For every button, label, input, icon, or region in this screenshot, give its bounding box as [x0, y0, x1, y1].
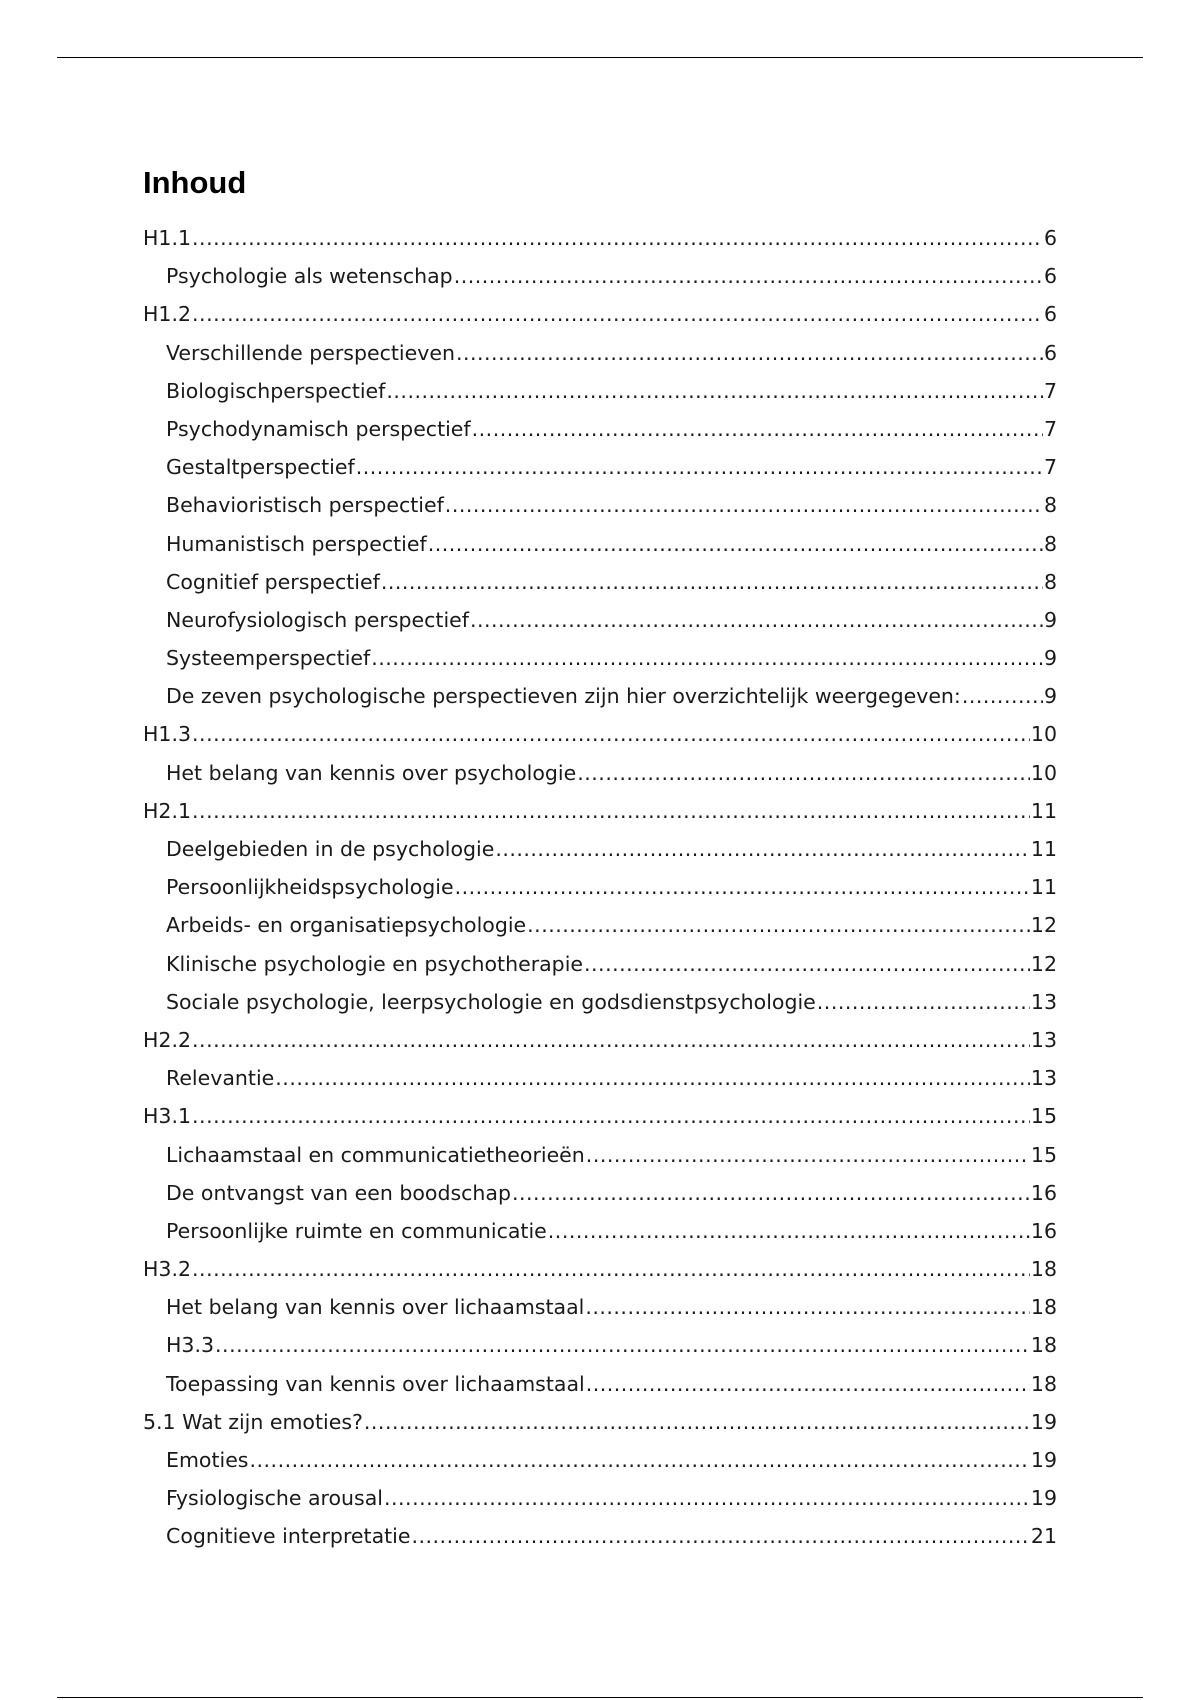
toc-entry[interactable]	[143, 372, 1057, 410]
toc-dot-leader	[215, 1326, 1030, 1364]
toc-entry-label: Cognitief perspectief	[166, 569, 380, 594]
toc-entry[interactable]	[143, 563, 1057, 601]
toc-dot-leader	[192, 295, 1043, 333]
toc-dot-leader	[585, 1288, 1030, 1326]
toc-dot-leader	[364, 1403, 1030, 1441]
toc-entry-page-number: 18	[1030, 1257, 1057, 1282]
toc-entry-page-number: 11	[1030, 837, 1057, 861]
toc-entry[interactable]	[143, 486, 1057, 524]
toc-entry-page-number: 8	[1043, 569, 1057, 594]
toc-dot-leader	[275, 1059, 1030, 1097]
toc-dot-leader	[445, 486, 1043, 524]
toc-entry[interactable]	[143, 1021, 1057, 1059]
toc-dot-leader	[548, 1212, 1030, 1250]
toc-list	[143, 219, 1057, 1556]
toc-entry[interactable]	[143, 219, 1057, 257]
toc-entry-page-number: 19	[1030, 1448, 1057, 1472]
toc-entry-label: Psychologie als wetenschap	[166, 264, 453, 289]
toc-entry-page-number: 7	[1043, 416, 1057, 441]
toc-dot-leader	[386, 372, 1043, 410]
toc-entry-page-number: 8	[1043, 493, 1057, 518]
toc-entry-label: H3.2	[143, 1257, 192, 1282]
toc-entry-page-number: 16	[1030, 1180, 1057, 1205]
toc-entry-label: Deelgebieden in de psychologie	[166, 837, 495, 861]
toc-entry[interactable]	[143, 1326, 1057, 1364]
toc-dot-leader	[470, 601, 1043, 639]
toc-dot-leader	[472, 410, 1043, 448]
toc-entry[interactable]	[143, 1479, 1057, 1517]
toc-entry-label: Behavioristisch perspectief	[166, 493, 444, 518]
toc-entry-page-number: 12	[1030, 951, 1057, 976]
toc-dot-leader	[192, 1097, 1030, 1135]
toc-entry[interactable]	[143, 868, 1057, 906]
toc-dot-leader	[384, 1479, 1030, 1517]
toc-entry[interactable]	[143, 1212, 1057, 1250]
toc-dot-leader	[495, 830, 1030, 868]
toc-dot-leader	[586, 1365, 1030, 1403]
toc-dot-leader	[428, 525, 1043, 563]
toc-entry-label: H2.2	[143, 1027, 192, 1052]
toc-entry[interactable]	[143, 295, 1057, 333]
toc-entry[interactable]	[143, 1250, 1057, 1288]
toc-entry-page-number: 7	[1043, 455, 1057, 480]
toc-entry-page-number: 13	[1030, 1027, 1057, 1052]
toc-entry-label: Verschillende perspectieven	[166, 340, 455, 365]
toc-entry[interactable]	[143, 1517, 1057, 1555]
toc-entry[interactable]	[143, 1403, 1057, 1441]
toc-title: Inhoud	[143, 165, 247, 200]
toc-entry-page-number: 6	[1043, 264, 1057, 289]
toc-entry-page-number: 6	[1043, 340, 1057, 365]
toc-entry-label: Persoonlijke ruimte en communicatie	[166, 1218, 547, 1243]
table-of-contents	[143, 163, 1057, 1556]
toc-dot-leader	[192, 715, 1030, 753]
toc-entry-label: Het belang van kennis over lichaamstaal	[166, 1295, 585, 1320]
toc-entry[interactable]	[143, 448, 1057, 486]
toc-entry-page-number: 9	[1043, 684, 1057, 709]
toc-entry-label: Gestaltperspectief	[166, 455, 355, 480]
toc-entry-label: Sociale psychologie, leerpsychologie en godsdienstpsychologie	[166, 989, 816, 1014]
toc-dot-leader	[577, 754, 1030, 792]
toc-entry[interactable]	[143, 1174, 1057, 1212]
toc-entry[interactable]	[143, 1365, 1057, 1403]
toc-entry-page-number: 18	[1030, 1371, 1057, 1396]
toc-entry-label: H1.1	[143, 226, 192, 250]
toc-entry-label: Arbeids- en organisatiepsychologie	[166, 913, 527, 938]
toc-entry-label: H3.3	[166, 1333, 215, 1358]
toc-dot-leader	[456, 334, 1043, 372]
toc-entry[interactable]	[143, 1288, 1057, 1326]
toc-entry-page-number: 6	[1043, 226, 1057, 250]
toc-entry-label: Persoonlijkheidspsychologie	[166, 875, 454, 900]
toc-dot-leader	[192, 792, 1030, 830]
toc-dot-leader	[411, 1517, 1029, 1555]
toc-entry[interactable]	[143, 983, 1057, 1021]
toc-entry-page-number: 13	[1030, 1066, 1057, 1091]
toc-entry[interactable]	[143, 601, 1057, 639]
toc-entry-label: Toepassing van kennis over lichaamstaal	[166, 1371, 585, 1396]
footer-rule	[57, 1697, 1143, 1698]
toc-entry-label: Het belang van kennis over psychologie	[166, 760, 577, 785]
toc-dot-leader	[584, 945, 1030, 983]
toc-dot-leader	[962, 677, 1043, 715]
toc-entry-page-number: 10	[1030, 760, 1057, 785]
toc-entry[interactable]	[143, 639, 1057, 677]
toc-entry-label: De zeven psychologische perspectieven zijn hier overzichtelijk weergegeven:	[166, 684, 961, 709]
toc-entry-page-number: 13	[1030, 989, 1057, 1014]
toc-entry-label: Relevantie	[166, 1066, 275, 1091]
toc-entry-label: Biologischperspectief	[166, 378, 386, 403]
toc-entry-page-number: 11	[1030, 798, 1057, 823]
toc-entry[interactable]	[143, 906, 1057, 944]
toc-dot-leader	[527, 906, 1030, 944]
toc-entry[interactable]	[143, 257, 1057, 295]
toc-entry-page-number: 6	[1043, 302, 1057, 327]
toc-entry[interactable]	[143, 1136, 1057, 1174]
toc-entry-page-number: 16	[1030, 1218, 1057, 1243]
toc-entry-page-number: 9	[1043, 646, 1057, 671]
toc-dot-leader	[817, 983, 1030, 1021]
toc-entry-page-number: 7	[1043, 378, 1057, 403]
toc-entry[interactable]	[143, 830, 1057, 868]
toc-entry-label: H1.3	[143, 722, 192, 747]
toc-dot-leader	[192, 1250, 1030, 1288]
toc-entry[interactable]	[143, 525, 1057, 563]
toc-dot-leader	[512, 1174, 1030, 1212]
header-rule	[57, 57, 1143, 58]
toc-entry-label: 5.1 Wat zijn emoties?	[143, 1409, 363, 1434]
toc-dot-leader	[250, 1441, 1030, 1479]
toc-entry[interactable]	[143, 410, 1057, 448]
toc-entry-page-number: 19	[1030, 1486, 1057, 1511]
toc-entry-page-number: 12	[1030, 913, 1057, 938]
toc-entry[interactable]	[143, 677, 1057, 715]
toc-entry-label: Emoties	[166, 1448, 249, 1472]
toc-entry-page-number: 15	[1030, 1142, 1057, 1167]
toc-entry-label: Lichaamstaal en communicatietheorieën	[166, 1142, 585, 1167]
toc-dot-leader	[192, 219, 1043, 257]
toc-entry-label: H3.1	[143, 1104, 192, 1129]
toc-entry[interactable]	[143, 1441, 1057, 1479]
toc-dot-leader	[454, 257, 1043, 295]
toc-entry-label: Psychodynamisch perspectief	[166, 416, 471, 441]
toc-entry-label: H1.2	[143, 302, 192, 327]
toc-dot-leader	[381, 563, 1043, 601]
toc-entry-label: H2.1	[143, 798, 192, 823]
toc-entry[interactable]	[143, 945, 1057, 983]
toc-dot-leader	[586, 1136, 1030, 1174]
toc-entry-label: Cognitieve interpretatie	[166, 1524, 411, 1549]
toc-entry-page-number: 10	[1030, 722, 1057, 747]
toc-entry[interactable]	[143, 754, 1057, 792]
toc-entry-page-number: 9	[1043, 607, 1057, 632]
toc-entry-page-number: 19	[1030, 1409, 1057, 1434]
toc-entry-page-number: 8	[1043, 531, 1057, 556]
toc-entry-page-number: 11	[1030, 875, 1057, 900]
toc-entry-page-number: 15	[1030, 1104, 1057, 1129]
toc-dot-leader	[192, 1021, 1030, 1059]
toc-entry[interactable]	[143, 715, 1057, 753]
toc-dot-leader	[455, 868, 1030, 906]
toc-entry-label: Systeemperspectief	[166, 646, 371, 671]
toc-entry-page-number: 21	[1030, 1524, 1057, 1549]
toc-dot-leader	[356, 448, 1043, 486]
toc-entry[interactable]	[143, 1097, 1057, 1135]
toc-dot-leader	[371, 639, 1043, 677]
toc-entry-label: Klinische psychologie en psychotherapie	[166, 951, 584, 976]
toc-entry-page-number: 18	[1030, 1333, 1057, 1358]
toc-entry-page-number: 18	[1030, 1295, 1057, 1320]
toc-entry-label: De ontvangst van een boodschap	[166, 1180, 511, 1205]
toc-entry[interactable]	[143, 792, 1057, 830]
toc-entry[interactable]	[143, 1059, 1057, 1097]
toc-entry-label: Humanistisch perspectief	[166, 531, 427, 556]
toc-entry-label: Fysiologische arousal	[166, 1486, 383, 1511]
toc-entry-label: Neurofysiologisch perspectief	[166, 607, 469, 632]
toc-entry[interactable]	[143, 334, 1057, 372]
